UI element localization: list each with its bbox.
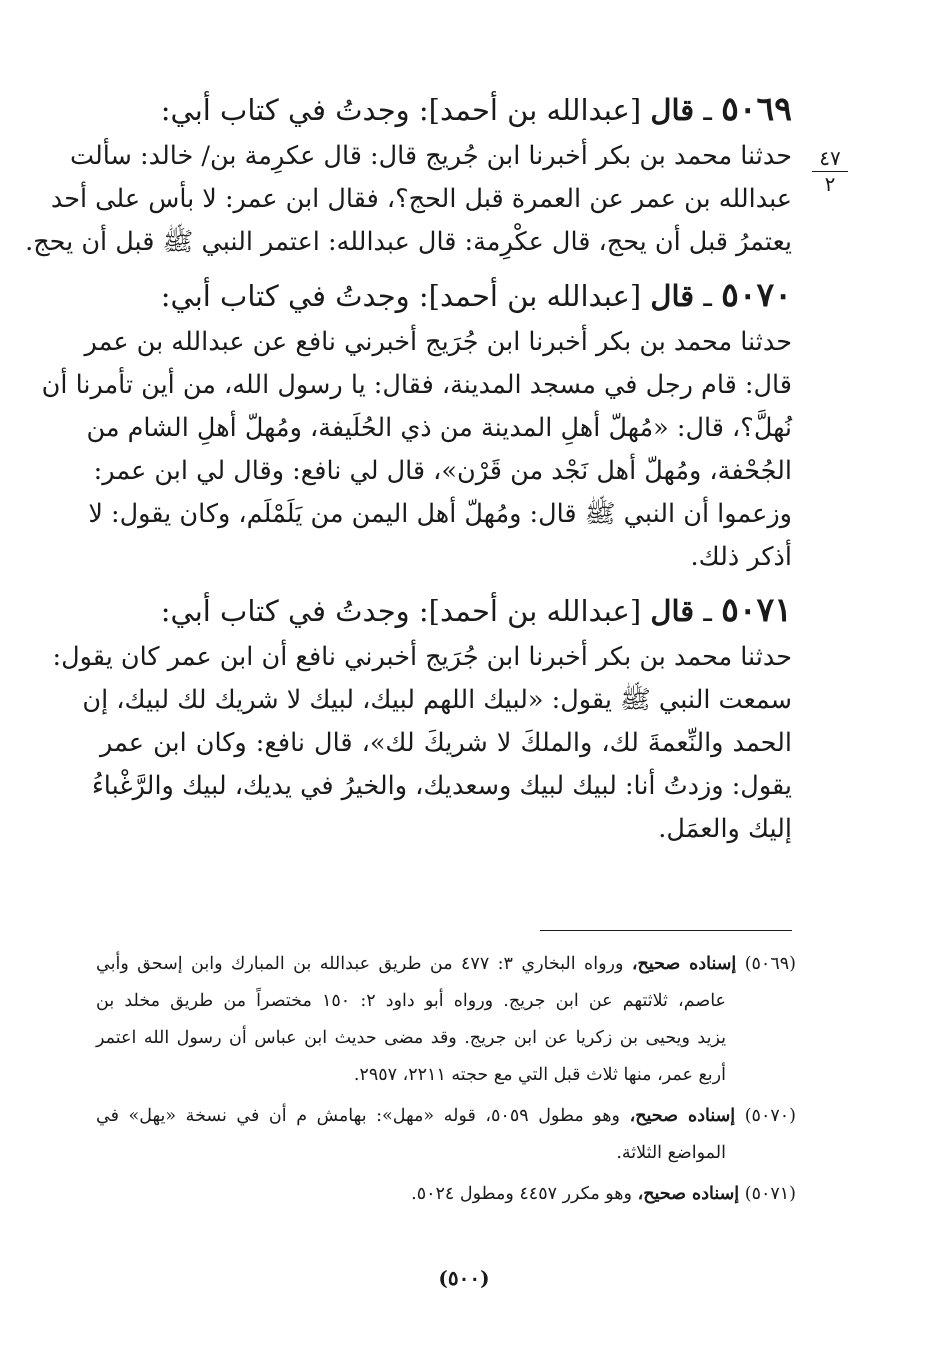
footnote-label: إسناده صحيح، [631, 954, 737, 974]
text-line: سمعت النبي ﷺ يقول: «لبيك اللهم لبيك، لبيك لا شريك لك لبيك، إن [82, 685, 792, 715]
heading-keyword: قال [650, 279, 695, 313]
footnote-text: ورواه البخاري ٣: ٤٧٧ من طريق عبدالله بن المبارك وابن إسحق وأبي [96, 954, 624, 974]
text-line: حدثنا محمد بن بكر أخبرنا ابن جُرَيج أخبرني نافع عن عبدالله بن عمر [84, 327, 792, 357]
hadith-number: ٥٠٧٠ [721, 275, 792, 314]
text-line: قال: قام رجل في مسجد المدينة، فقال: يا رسول الله، من أين تأمرنا أن [41, 370, 792, 400]
heading-text: [عبدالله بن أحمد]: وجدتُ في كتاب أبي: [160, 594, 642, 628]
heading-text: [عبدالله بن أحمد]: وجدتُ في كتاب أبي: [160, 93, 642, 127]
footnote-5070 [96, 1098, 796, 1172]
entry-heading [100, 585, 792, 636]
page-number: (٥٠٠) [438, 1266, 490, 1290]
main-text [25, 84, 792, 857]
hadith-number: ٥٠٦٩ [721, 89, 792, 128]
text-line: أذكر ذلك. [690, 542, 792, 572]
footnote-text: وهو مطول ٥٠٥٩، قوله «مهل»: بهامش م أن في نسخة «يهل» في [96, 1106, 620, 1126]
text-line: نُهلَّ؟، قال: «مُهلّ أهلِ المدينة من ذي الحُلَيفة، ومُهلّ أهلِ الشام من [86, 413, 792, 443]
footnote-label: إسناده صحيح، [629, 1106, 736, 1126]
heading-keyword: قال [650, 93, 695, 127]
heading-dash: ـ [703, 594, 712, 628]
heading-dash: ـ [703, 279, 712, 313]
hadith-number: ٥٠٧١ [721, 590, 792, 629]
footnote-5071 [96, 1176, 796, 1213]
footnote-ref: (٥٠٧١) [744, 1184, 796, 1204]
heading-keyword: قال [650, 594, 695, 628]
heading-text: [عبدالله بن أحمد]: وجدتُ في كتاب أبي: [160, 279, 642, 313]
footnote-line [96, 946, 796, 983]
text-line: حدثنا محمد بن بكر أخبرنا ابن جُرَيج أخبرني نافع أن ابن عمر كان يقول: [52, 642, 792, 672]
footnote-line: المواضع الثلاثة. [616, 1143, 726, 1163]
footnote-separator [540, 930, 792, 931]
footnote-line: عاصم، ثلاثتهم عن ابن جريج. ورواه أبو داود ٢: ١٥٠ مختصراً من طريق مخلد بن [96, 991, 726, 1011]
entry-heading [100, 84, 792, 135]
hadith-entry-5069 [25, 84, 792, 264]
margin-volume-page-reference [812, 146, 848, 196]
entry-heading [100, 270, 792, 321]
footnote-line: يزيد ويحيى بن زكريا عن ابن جريج. وقد مضى حديث ابن عباس أن رسول الله اعتمر [96, 1028, 726, 1048]
text-line: الجُحْفة، ومُهلّ أهل نَجْد من قَرْن»، قال لي نافع: وقال لي ابن عمر: [93, 456, 792, 486]
footnote-label: إسناده صحيح، [637, 1184, 740, 1204]
text-line: حدثنا محمد بن بكر أخبرنا ابن جُريج قال: قال عكرِمة بن/ خالد: سألت [69, 141, 792, 171]
text-line: الحمد والنِّعمةَ لك، والملكَ لا شريكَ لك»، قال نافع: وكان ابن عمر [100, 728, 792, 758]
footnote-line [96, 1176, 796, 1213]
footnote-ref: (٥٠٦٩) [744, 954, 796, 974]
text-line: يعتمرُ قبل أن يحج، قال عكْرِمة: قال عبدالله: اعتمر النبي ﷺ قبل أن يحج. [25, 227, 792, 257]
footnote-text: وهو مكرر ٤٤٥٧ ومطول ٥٠٢٤. [411, 1184, 632, 1204]
margin-reference-bottom: ٢ [824, 172, 836, 196]
text-line: إليك والعمَل. [658, 814, 792, 844]
text-line: عبدالله بن عمر عن العمرة قبل الحج؟، فقال ابن عمر: لا بأس على أحد [50, 184, 792, 214]
text-line: وزعموا أن النبي ﷺ قال: ومُهلّ أهل اليمن من يَلَمْلَم، وكان يقول: لا [88, 499, 792, 529]
hadith-entry-5070 [41, 270, 792, 579]
text-line: يقول: وزدتُ أنا: لبيك لبيك وسعديك، والخيرُ في يديك، لبيك والرَّغْباءُ [91, 771, 792, 801]
footnote-5069 [96, 946, 796, 1094]
footnote-line [96, 1098, 796, 1135]
hadith-entry-5071 [52, 585, 792, 851]
heading-dash: ـ [703, 93, 712, 127]
footnote-line: أربع عمر، منها ثلاث قبل التي مع حجته ٢٢١١، ٢٩٥٧. [353, 1065, 726, 1085]
margin-reference-top: ٤٧ [812, 146, 848, 172]
footnotes [96, 946, 796, 1217]
footnote-ref: (٥٠٧٠) [744, 1106, 796, 1126]
